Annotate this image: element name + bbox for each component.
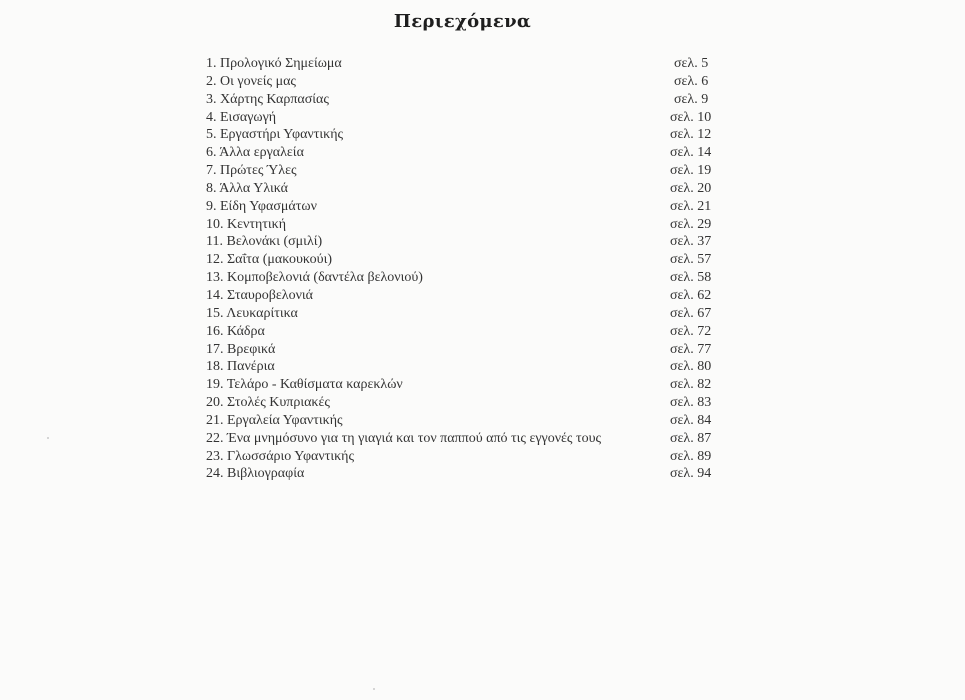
toc-entry [206, 465, 718, 483]
toc-entry [206, 305, 718, 323]
toc-entry-page: σελ. 6 [674, 73, 709, 89]
toc-entry [206, 287, 718, 305]
toc-entry [206, 358, 718, 376]
toc-entry-title: 8. Άλλα Υλικά [206, 180, 288, 196]
toc-entry [206, 233, 718, 251]
toc-entry-title: 16. Κάδρα [206, 323, 265, 339]
toc-entry-title: 12. Σαΐτα (μακουκούι) [206, 252, 332, 268]
toc-entry-page: σελ. 87 [670, 430, 712, 446]
toc-entry [206, 162, 718, 180]
toc-entry [206, 198, 718, 216]
toc-entry-page: σελ. 83 [670, 395, 712, 411]
toc-entry-title: 19. Τελάρο - Καθίσματα καρεκλών [206, 377, 403, 393]
toc-entry-title: 2. Οι γονείς μας [206, 73, 296, 89]
toc-entry [206, 341, 718, 359]
paper-speck [373, 688, 375, 690]
toc-entry [206, 448, 718, 466]
paper-speck [47, 437, 49, 439]
toc-entry [206, 269, 718, 287]
toc-entry-page: σελ. 62 [670, 287, 712, 303]
toc-entry-page: σελ. 10 [670, 109, 712, 125]
toc-entry-page: σελ. 58 [670, 270, 712, 286]
toc-entry-title: 5. Εργαστήρι Υφαντικής [206, 127, 344, 143]
toc-entry-title: 17. Βρεφικά [206, 341, 276, 357]
toc-entry-title: 24. Βιβλιογραφία [206, 466, 305, 482]
toc-entry-title: 18. Πανέρια [206, 359, 275, 375]
toc-entry-title: 23. Γλωσσάριο Υφαντικής [206, 448, 355, 464]
toc-entry [206, 430, 718, 448]
toc-entry-title: 10. Κεντητική [206, 216, 287, 232]
toc-entry-page: σελ. 89 [670, 448, 712, 464]
toc-entry-title: 21. Εργαλεία Υφαντικής [206, 412, 343, 428]
toc-entry-page: σελ. 72 [670, 323, 712, 339]
toc-entry-title: 20. Στολές Κυπριακές [206, 395, 330, 411]
toc-entry-page: σελ. 5 [674, 56, 709, 71]
toc-entry-page: σελ. 14 [670, 145, 712, 161]
toc-entry [206, 73, 718, 91]
toc-entry-title: 15. Λευκαρίτικα [206, 305, 298, 321]
toc-entry-page: σελ. 84 [670, 412, 712, 428]
toc-entry-page: σελ. 9 [674, 91, 709, 107]
toc-entry [206, 376, 718, 394]
toc-entry-title: 11. Βελονάκι (σμιλί) [206, 234, 323, 250]
toc-entry-title: 14. Σταυροβελονιά [206, 287, 313, 303]
toc-entry [206, 126, 718, 144]
toc-entry-page: σελ. 77 [670, 341, 712, 357]
toc-entry [206, 216, 718, 234]
page-title: Περιεχόμενα [393, 11, 532, 32]
toc-entry [206, 394, 718, 412]
table-of-contents [206, 55, 718, 483]
toc-entry-title: 6. Άλλα εργαλεία [206, 145, 304, 161]
toc-entry-title: 1. Προλογικό Σημείωμα [206, 56, 342, 71]
toc-entry [206, 251, 718, 269]
toc-entry [206, 55, 718, 73]
toc-entry-page: σελ. 94 [670, 466, 712, 482]
toc-entry-title: 7. Πρώτες Ύλες [206, 163, 297, 179]
toc-entry-page: σελ. 57 [670, 252, 712, 268]
toc-entry-page: σελ. 37 [670, 234, 712, 250]
toc-entry [206, 323, 718, 341]
toc-entry [206, 412, 718, 430]
toc-entry-title: 4. Εισαγωγή [206, 109, 277, 125]
toc-entry-page: σελ. 21 [670, 198, 712, 214]
toc-entry-page: σελ. 80 [670, 359, 712, 375]
toc-entry-page: σελ. 12 [670, 127, 712, 143]
toc-entry-title: 3. Χάρτης Καρπασίας [206, 91, 329, 107]
toc-entry-page: σελ. 82 [670, 377, 712, 393]
toc-entry-page: σελ. 67 [670, 305, 712, 321]
toc-entry-title: 9. Είδη Υφασμάτων [206, 198, 317, 214]
toc-entry-page: σελ. 29 [670, 216, 712, 232]
toc-entry-title: 13. Κομποβελονιά (δαντέλα βελονιού) [206, 270, 423, 286]
toc-entry [206, 109, 718, 127]
toc-entry-title: 22. Ένα μνημόσυνο για τη γιαγιά και τον παππού από τις εγγονές τους [206, 430, 602, 446]
toc-entry [206, 180, 718, 198]
toc-entry [206, 144, 718, 162]
toc-entry-page: σελ. 19 [670, 163, 712, 179]
toc-entry [206, 91, 718, 109]
toc-entry-page: σελ. 20 [670, 180, 712, 196]
